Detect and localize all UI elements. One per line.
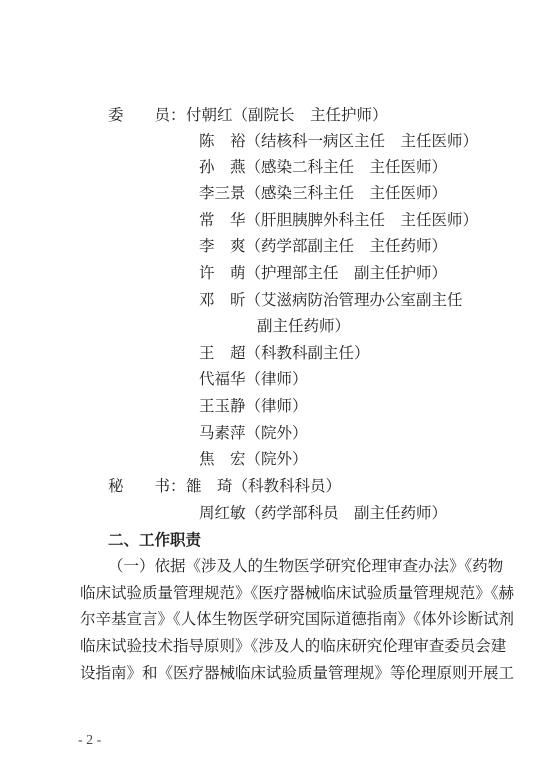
page-number: - 2 -: [78, 733, 102, 748]
member-line: 陈 裕（结核科一病区主任 主任医师）: [199, 132, 479, 150]
member-line: 李三景（感染三科主任 主任医师）: [199, 184, 448, 202]
secretary-line: 雒 琦（科教科科员）: [186, 477, 342, 495]
member-line: 付朝红（副院长 主任护师）: [186, 106, 388, 124]
member-line: 代福华（律师）: [199, 370, 308, 388]
section-heading: 二、工作职责: [108, 531, 202, 549]
member-line: 马素萍（院外）: [199, 424, 308, 442]
member-line-continuation: 副主任药师）: [257, 317, 351, 335]
member-line: 王玉静（律师）: [199, 397, 308, 415]
members-label: 委 员：: [108, 106, 186, 124]
secretary-label: 秘 书：: [108, 477, 186, 495]
member-line: 常 华（肝胆胰脾外科主任 主任医师）: [199, 211, 479, 229]
paragraph-line: 临床试验技术指导原则》《涉及人的临床研究伦理审查委员会建: [80, 637, 507, 655]
paragraph-line: （一）依据《涉及人的生物医学研究伦理审查办法》《药物: [108, 557, 504, 575]
member-line: 孙 燕（感染二科主任 主任医师）: [199, 158, 448, 176]
member-line: 许 萌（护理部主任 副主任护师）: [199, 264, 448, 282]
secretary-line: 周红敏（药学部科员 副主任药师）: [199, 504, 448, 522]
member-line: 邓 昕（艾滋病防治管理办公室副主任: [199, 291, 463, 309]
member-line: 李 爽（药学部副主任 主任药师）: [199, 237, 448, 255]
paragraph-line: 尔辛基宣言》《人体生物医学研究国际道德指南》《体外诊断试剂: [80, 610, 515, 628]
paragraph-line: 设指南》和《医疗器械临床试验质量管理规》等伦理原则开展工: [80, 664, 515, 682]
paragraph-line: 临床试验质量管理规范》《医疗器械临床试验质量管理规范》《赫: [80, 584, 515, 602]
member-line: 王 超（科教科副主任）: [199, 344, 370, 362]
member-line: 焦 宏（院外）: [199, 450, 308, 468]
